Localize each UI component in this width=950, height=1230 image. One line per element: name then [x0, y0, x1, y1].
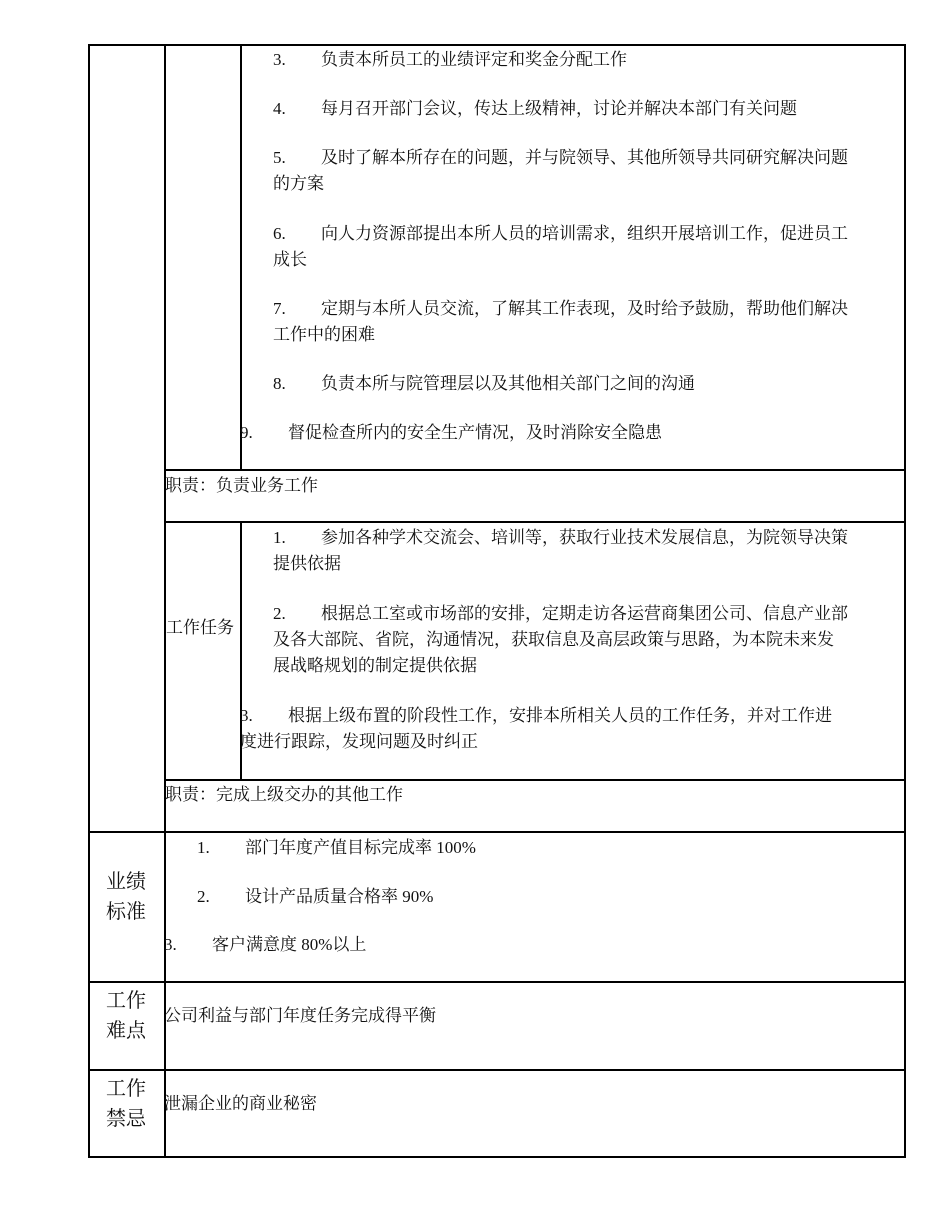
col-divider-left [164, 44, 166, 1158]
list-item-cont: 展战略规划的制定提供依据 [273, 656, 477, 675]
list-item: 3. 负责本所员工的业绩评定和奖金分配工作 [273, 50, 627, 69]
list-item: 3. 客户满意度 80%以上 [164, 935, 367, 954]
list-item-cont: 及各大部院、省院，沟通情况，获取信息及高层政策与思路，为本院未来发 [273, 630, 834, 649]
taboo-text: 泄漏企业的商业秘密 [164, 1094, 317, 1113]
row-divider-perf-top [88, 831, 906, 833]
duty-heading: 职责：完成上级交办的其他工作 [165, 785, 403, 804]
list-item: 7. 定期与本所人员交流，了解其工作表现，及时给予鼓励，帮助他们解决 [273, 299, 848, 318]
list-item-cont: 的方案 [273, 174, 324, 193]
list-item: 2. 根据总工室或市场部的安排，定期走访各运营商集团公司、信息产业部 [273, 604, 848, 623]
list-item: 9. 督促检查所内的安全生产情况，及时消除安全隐患 [240, 423, 662, 442]
row-divider-duty3-top [164, 779, 906, 781]
list-item: 8. 负责本所与院管理层以及其他相关部门之间的沟通 [273, 374, 695, 393]
list-item-cont: 成长 [273, 250, 307, 269]
list-item-cont: 提供依据 [273, 554, 341, 573]
list-item-cont: 度进行跟踪，发现问题及时纠正 [240, 732, 478, 751]
task-label: 工作任务 [166, 618, 234, 638]
difficulty-text: 公司利益与部门年度任务完成得平衡 [164, 1006, 436, 1025]
taboo-label: 工作禁忌 [106, 1076, 146, 1130]
col-divider-inner-top [240, 44, 242, 470]
list-item: 2. 设计产品质量合格率 90% [197, 887, 434, 906]
duty-heading: 职责：负责业务工作 [165, 476, 318, 495]
list-item: 1. 部门年度产值目标完成率 100% [197, 838, 476, 857]
perf-label: 业绩标准 [106, 869, 146, 923]
row-divider-duty2-bottom [164, 521, 906, 523]
list-item: 6. 向人力资源部提出本所人员的培训需求，组织开展培训工作，促进员工 [273, 224, 848, 243]
list-item: 5. 及时了解本所存在的问题，并与院领导、其他所领导共同研究解决问题 [273, 148, 848, 167]
list-item: 4. 每月召开部门会议，传达上级精神，讨论并解决本部门有关问题 [273, 99, 797, 118]
difficulty-label: 工作难点 [106, 988, 146, 1042]
row-divider-taboo-top [88, 1069, 906, 1071]
list-item: 3. 根据上级布置的阶段性工作，安排本所相关人员的工作任务，并对工作进 [240, 706, 832, 725]
list-item: 1. 参加各种学术交流会、培训等，获取行业技术发展信息，为院领导决策 [273, 528, 848, 547]
row-divider-duty2-top [164, 469, 906, 471]
list-item-cont: 工作中的困难 [273, 325, 375, 344]
row-divider-difficulty-top [88, 981, 906, 983]
